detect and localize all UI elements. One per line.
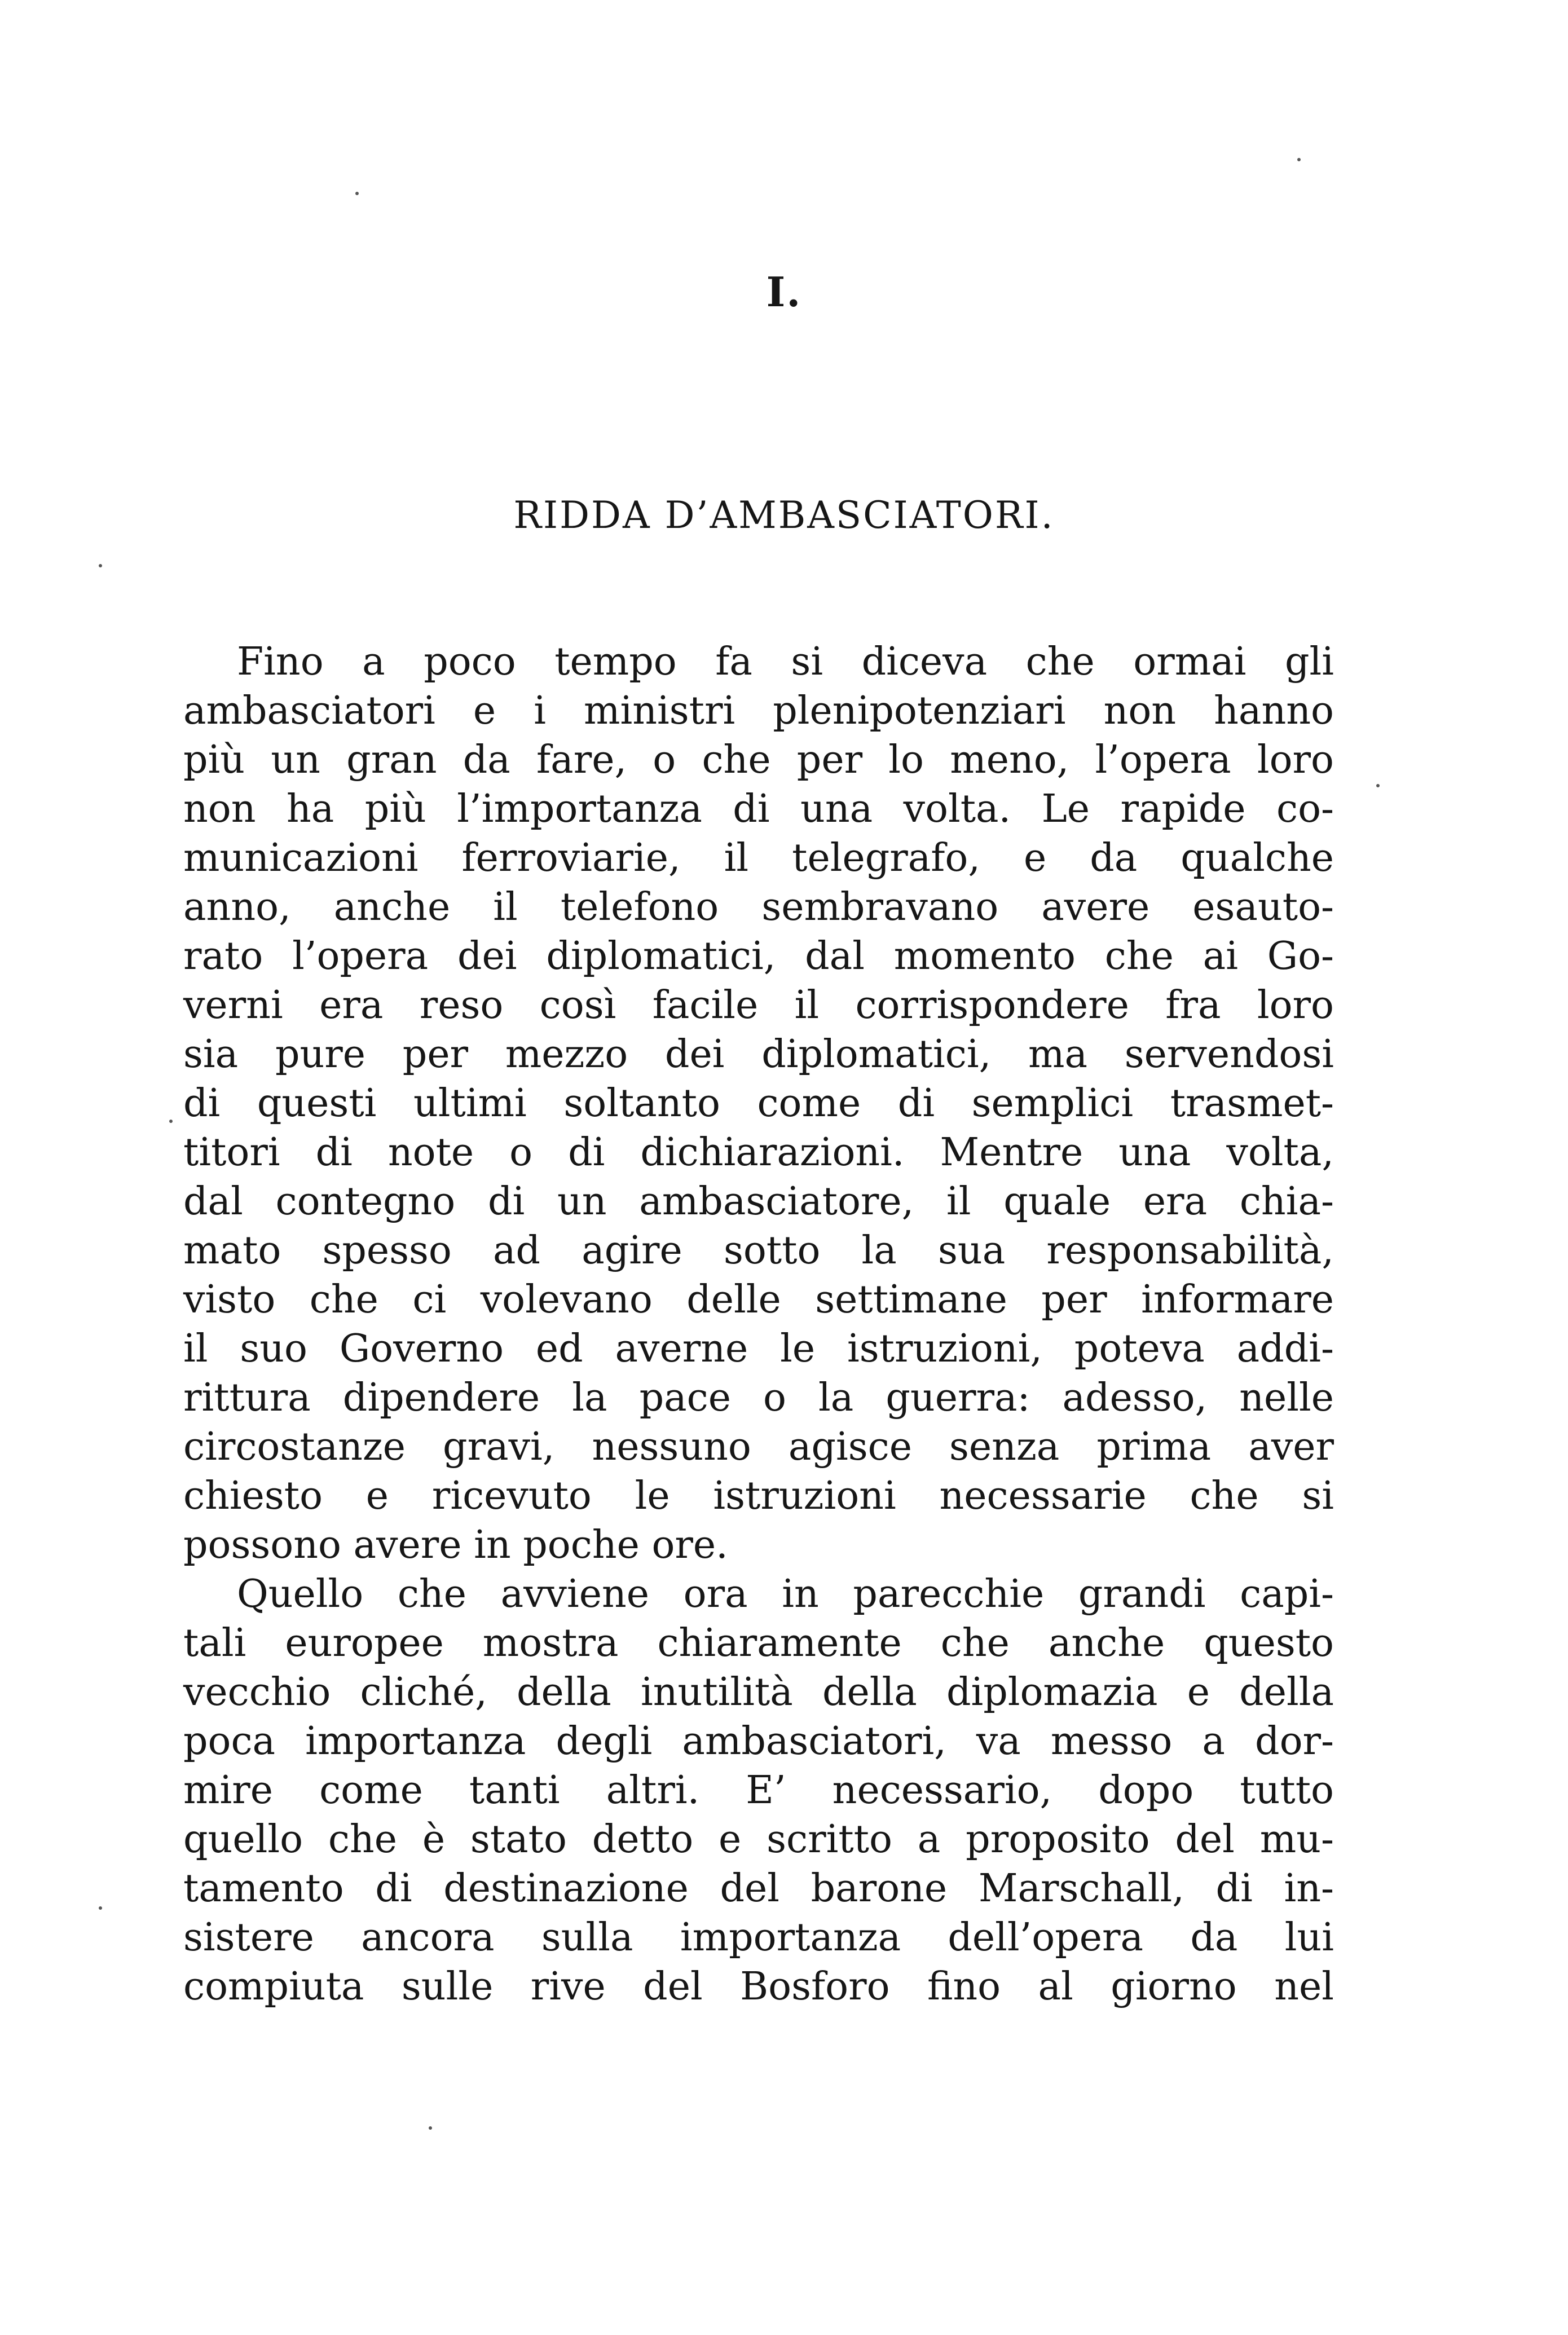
scan-speck [429,2126,432,2130]
scan-speck [355,192,359,195]
text-line: il suo Governo ed averne le istruzioni, poteva addi- [183,1327,1334,1371]
text-line: possono avere in poche ore. [183,1523,728,1567]
text-line: municazioni ferroviarie, il telegrafo, e da qualche [183,836,1334,880]
chapter-number: I. [766,268,802,316]
text-line: più un gran da fare, o che per lo meno, l’opera loro [183,738,1334,782]
text-line: di questi ultimi soltanto come di semplici trasmet- [183,1081,1334,1126]
text-line: compiuta sulle rive del Bosforo fino al giorno nel [183,1964,1334,2009]
scan-speck [169,1120,173,1123]
text-line: poca importanza degli ambasciatori, va messo a dor- [183,1719,1334,1764]
scan-speck [1376,784,1380,787]
scan-speck [99,1906,102,1910]
text-line: titori di note o di dichiarazioni. Mentre una volta, [183,1130,1334,1175]
paragraph [183,637,1334,1570]
text-line: Fino a poco tempo fa si diceva che ormai gli [237,640,1334,684]
text-line: tali europee mostra chiaramente che anche questo [183,1621,1334,1666]
paragraph [183,1570,1334,2011]
text-line: vecchio cliché, della inutilità della diplomazia e della [183,1670,1334,1715]
scan-speck [99,564,102,567]
text-line: rato l’opera dei diplomatici, dal momento che ai Go- [183,934,1334,979]
text-line: sia pure per mezzo dei diplomatici, ma servendosi [183,1032,1334,1077]
text-line: circostanze gravi, nessuno agisce senza prima aver [183,1425,1334,1469]
text-line: dal contegno di un ambasciatore, il quale era chia- [183,1179,1334,1224]
chapter-title: RIDDA D’AMBASCIATORI. [513,494,1055,537]
text-line: sistere ancora sulla importanza dell’opera da lui [183,1915,1334,1960]
text-line: chiesto e ricevuto le istruzioni necessarie che si [183,1474,1334,1518]
text-line: verni era reso così facile il corrispondere fra loro [183,983,1334,1028]
scan-speck [1297,158,1301,161]
text-line: non ha più l’importanza di una volta. Le rapide co- [183,787,1334,831]
text-line: mire come tanti altri. E’ necessario, dopo tutto [183,1768,1334,1813]
text-line: rittura dipendere la pace o la guerra: adesso, nelle [183,1376,1334,1420]
text-line: quello che è stato detto e scritto a proposito del mu- [183,1817,1334,1862]
text-line: anno, anche il telefono sembravano avere esauto- [183,885,1334,929]
text-line: tamento di destinazione del barone Marschall, di in- [183,1866,1334,1911]
body-text [183,637,1334,2011]
text-line: ambasciatori e i ministri plenipotenziari non hanno [183,689,1334,733]
text-line: visto che ci volevano delle settimane per informare [183,1277,1334,1322]
text-line: Quello che avviene ora in parecchie grandi capi- [237,1572,1334,1616]
text-line: mato spesso ad agire sotto la sua responsabilità, [183,1228,1334,1273]
